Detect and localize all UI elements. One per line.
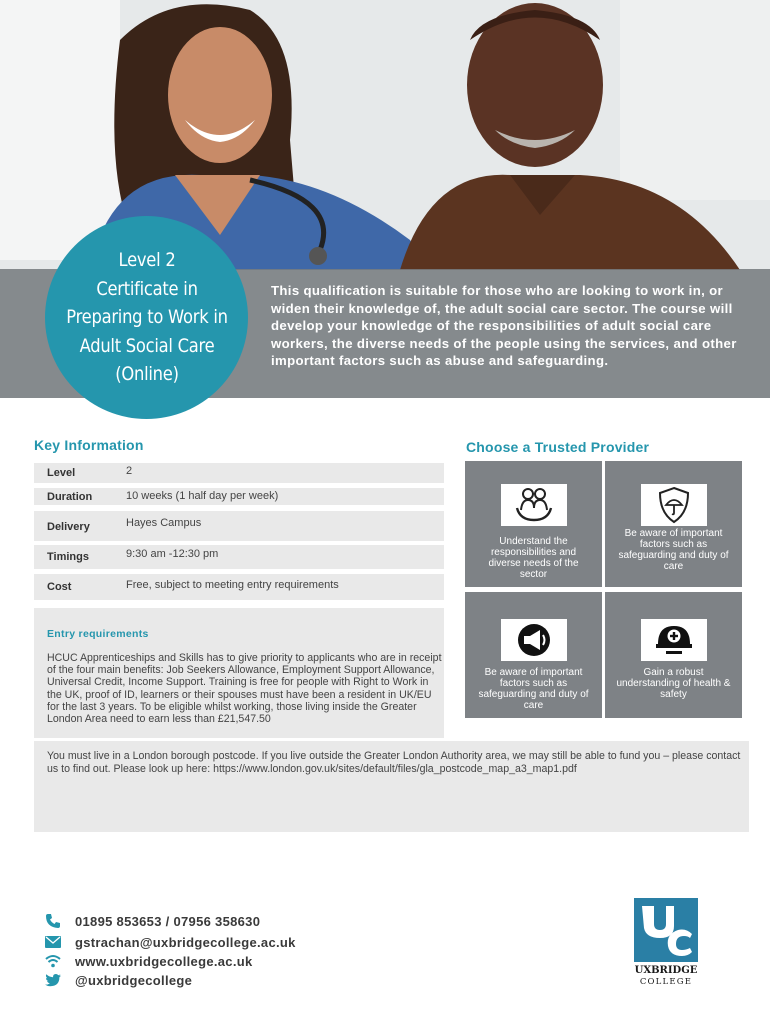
phone-number[interactable]: 01895 853653 / 07956 358630 (75, 913, 261, 929)
info-value: Hayes Campus (126, 517, 202, 529)
tile-text: Be aware of important factors such as safeguarding and duty of care (478, 667, 589, 711)
provider-heading: Choose a Trusted Provider (466, 439, 650, 455)
provider-tile (605, 461, 742, 587)
umbrella-shield-icon (641, 484, 707, 526)
course-title-line: Preparing to Work in (65, 306, 228, 329)
info-label: Delivery (47, 521, 90, 533)
provider-tile (465, 592, 602, 718)
logo-wordmark: UXBRIDGE (634, 965, 698, 976)
uc-monogram (634, 898, 698, 962)
provider-tile (465, 461, 602, 587)
megaphone-icon (501, 619, 567, 661)
entry-requirements-title: Entry requirements (47, 628, 149, 640)
entry-requirements-body: HCUC Apprenticeships and Skills has to give priority to applicants who are in receipt of the four main benefits: Job Seekers Allowance, Employment Support Allowance, Universal Credit, Income Support. Training is free for people with Right to Work in the UK, proof of ID, learners or their spouses must have been a resident in UK/EU for the last 3 years. To be eligible whilst working, those living inside the Greater London Area need to earn less than £21,547.50 (47, 652, 442, 726)
wifi-icon (44, 952, 62, 970)
website-link[interactable]: www.uxbridgecollege.ac.uk (75, 953, 253, 969)
hero-description: This qualification is suitable for those who are looking to work in, or widen their knowledge of, the adult social care sector. The course will develop your knowledge of the responsibilities of adult social care workers, the diverse needs of the people using the services, and other important factors such as abuse and safeguarding. (271, 283, 737, 369)
provider-tile (605, 592, 742, 718)
logo-subtitle: COLLEGE (639, 977, 693, 987)
contact-twitter[interactable] (44, 970, 192, 990)
course-title-line: Certificate in (95, 277, 198, 300)
info-label: Timings (47, 551, 89, 563)
contact-phone[interactable] (44, 911, 260, 931)
info-label: Duration (47, 491, 93, 503)
info-row-level (34, 463, 444, 483)
twitter-handle[interactable]: @uxbridgecollege (75, 972, 193, 988)
info-row-delivery (34, 511, 444, 541)
info-row-duration (34, 488, 444, 505)
uxbridge-college-logo (628, 898, 704, 988)
care-hands-icon (501, 484, 567, 526)
phone-icon (44, 912, 62, 930)
tile-text: Be aware of important factors such as safeguarding and duty of care (618, 528, 729, 572)
email-address[interactable]: gstrachan@uxbridgecollege.ac.uk (75, 934, 296, 950)
contact-website[interactable] (44, 951, 253, 971)
tile-text: Understand the responsibilities and diverse needs of the sector (488, 536, 579, 580)
info-label: Cost (47, 581, 72, 593)
course-title-badge (45, 216, 248, 419)
envelope-icon (44, 933, 62, 951)
info-value: 9:30 am -12:30 pm (126, 548, 219, 560)
info-value: Free, subject to meeting entry requirements (126, 579, 339, 591)
info-value: 10 weeks (1 half day per week) (126, 490, 279, 502)
postcode-notice-panel (34, 741, 749, 832)
course-title-line: (Online) (114, 363, 179, 386)
entry-requirements-panel (34, 608, 444, 738)
course-title-line: Level 2 (118, 249, 175, 272)
postcode-notice-text: You must live in a London borough postcode. If you live outside the Greater London Authority area, we may still be able to fund you – please contact us to find out. Please look up here: https://www.london.gov.uk/sites/default/files/gla_postcode_map_a3_map1.pdf (47, 750, 741, 776)
contact-email[interactable] (44, 932, 296, 952)
info-label: Level (47, 467, 76, 479)
info-value: 2 (126, 465, 133, 477)
health-safety-icon (641, 619, 707, 661)
tile-text: Gain a robust understanding of health & safety (616, 667, 731, 700)
key-info-heading: Key Information (34, 437, 144, 453)
info-row-cost (34, 574, 444, 600)
course-title-line: Adult Social Care (79, 334, 214, 357)
twitter-bird-icon (44, 971, 62, 989)
info-row-timings (34, 545, 444, 569)
course-title (65, 246, 228, 389)
